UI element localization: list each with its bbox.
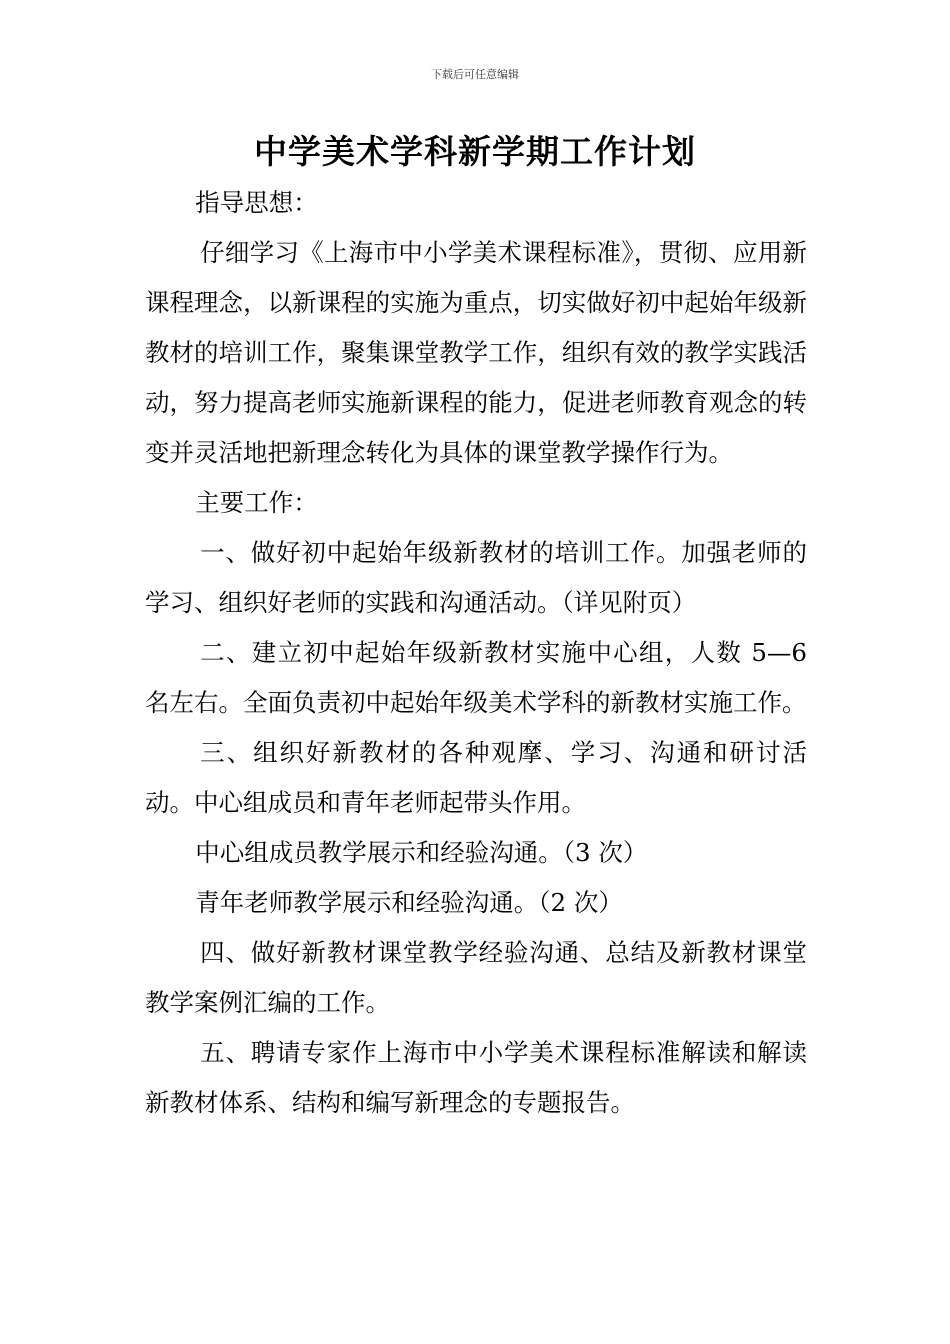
work-subitem-young-teachers: 青年老师教学展示和经验沟通。（2 次） [195, 888, 623, 917]
paragraph-guiding-ideology: 仔细学习《上海市中小学美术课程标准》，贯彻、应用新课程理念，以新课程的实施为重点，切实做好初中起始年级新教材的培训工作，聚集课堂教学工作，组织有效的教学实践活动，努力提高老师实施新课程的能力，促进老师教育观念的转变并灵活地把新理念转化为具体的课堂教学操作行为。 [145, 238, 807, 467]
work-item-1: 一、做好初中起始年级新教材的培训工作。加强老师的学习、组织好老师的实践和沟通活动。（详见附页） [145, 538, 807, 617]
work-item-4: 四、做好新教材课堂教学经验沟通、总结及新教材课堂教学案例汇编的工作。 [145, 938, 807, 1017]
work-item-2: 二、建立初中起始年级新教材实施中心组，人数 5—6 名左右。全面负责初中起始年级美术学科的新教材实施工作。 [145, 638, 807, 717]
document-title: 中学美术学科新学期工作计划 [254, 132, 696, 171]
work-subitem-core-group: 中心组成员教学展示和经验沟通。（3 次） [195, 838, 648, 867]
document-body [145, 178, 807, 1128]
section-heading-guiding-ideology: 指导思想： [195, 188, 318, 217]
section-heading-main-work: 主要工作： [195, 488, 318, 517]
work-item-3: 三、组织好新教材的各种观摩、学习、沟通和研讨活动。中心组成员和青年老师起带头作用。 [145, 738, 807, 817]
work-item-5: 五、聘请专家作上海市中小学美术课程标准解读和解读新教材体系、结构和编写新理念的专题报告。 [145, 1038, 807, 1117]
header-note: 下载后可任意编辑 [431, 68, 519, 81]
